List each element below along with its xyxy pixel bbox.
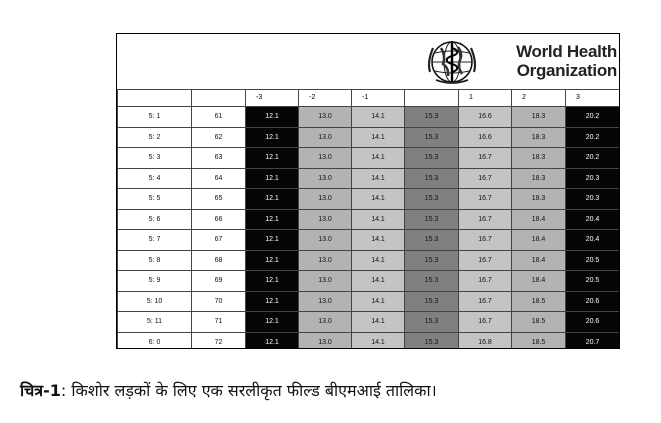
column-header: 2 [512,90,566,107]
bmi-value-cell: 16.7 [459,148,512,169]
age-cell: 5: 11 [118,312,192,333]
bmi-value-cell: 12.1 [246,168,299,189]
bmi-value-cell: 13.0 [299,189,352,210]
bmi-value-cell: 20.2 [566,148,620,169]
bmi-value-cell: 20.5 [566,271,620,292]
bmi-value-cell: 18.3 [512,168,566,189]
table-row [118,312,620,333]
bmi-value-cell: 12.1 [246,127,299,148]
bmi-value-cell: 15.3 [405,250,459,271]
bmi-value-cell: 12.1 [246,230,299,251]
months-cell: 61 [192,107,246,128]
table-row [118,230,620,251]
age-cell: 5: 1 [118,107,192,128]
age-cell: 5: 7 [118,230,192,251]
bmi-value-cell: 14.1 [352,168,405,189]
bmi-value-cell: 16.7 [459,230,512,251]
bmi-value-cell: 16.7 [459,250,512,271]
column-header: -2 [299,90,352,107]
bmi-value-cell: 14.1 [352,291,405,312]
bmi-value-cell: 14.1 [352,189,405,210]
bmi-value-cell: 13.0 [299,271,352,292]
bmi-value-cell: 14.1 [352,127,405,148]
bmi-table [117,89,620,349]
who-emblem-icon [427,38,477,86]
bmi-value-cell: 16.6 [459,127,512,148]
bmi-value-cell: 14.1 [352,250,405,271]
table-row [118,332,620,349]
bmi-value-cell: 13.0 [299,127,352,148]
bmi-value-cell: 18.3 [512,127,566,148]
bmi-table-body [118,107,620,350]
bmi-value-cell: 13.0 [299,312,352,333]
bmi-value-cell: 15.3 [405,271,459,292]
bmi-value-cell: 18.5 [512,332,566,349]
bmi-value-cell: 12.1 [246,271,299,292]
age-cell: 6: 0 [118,332,192,349]
bmi-value-cell: 12.1 [246,312,299,333]
who-wordmark-line2: Organization [516,61,617,80]
months-cell: 68 [192,250,246,271]
bmi-value-cell: 15.3 [405,230,459,251]
bmi-value-cell: 16.6 [459,107,512,128]
bmi-value-cell: 18.4 [512,250,566,271]
bmi-value-cell: 13.0 [299,168,352,189]
bmi-value-cell: 15.3 [405,209,459,230]
bmi-value-cell: 15.3 [405,291,459,312]
months-cell: 70 [192,291,246,312]
table-row [118,271,620,292]
months-cell: 71 [192,312,246,333]
bmi-value-cell: 12.1 [246,291,299,312]
months-cell: 66 [192,209,246,230]
months-cell: 62 [192,127,246,148]
table-row [118,250,620,271]
bmi-value-cell: 14.1 [352,148,405,169]
column-header: -1 [352,90,405,107]
caption-label: चित्र-1 [20,381,61,400]
bmi-value-cell: 20.2 [566,127,620,148]
bmi-value-cell: 16.7 [459,312,512,333]
months-cell: 69 [192,271,246,292]
bmi-value-cell: 15.3 [405,332,459,349]
bmi-value-cell: 18.4 [512,271,566,292]
months-cell: 63 [192,148,246,169]
bmi-value-cell: 13.0 [299,209,352,230]
bmi-value-cell: 18.5 [512,312,566,333]
bmi-value-cell: 12.1 [246,148,299,169]
caption-text: : किशोर लड़कों के लिए एक सरलीकृत फील्ड बीएमआई तालिका। [60,381,437,400]
bmi-value-cell: 16.8 [459,332,512,349]
bmi-value-cell: 13.0 [299,148,352,169]
bmi-table-figure [116,33,620,349]
column-header: -3 [246,90,299,107]
bmi-value-cell: 15.3 [405,127,459,148]
bmi-value-cell: 16.7 [459,189,512,210]
age-cell: 5: 9 [118,271,192,292]
bmi-value-cell: 13.0 [299,291,352,312]
bmi-value-cell: 15.3 [405,312,459,333]
table-row [118,107,620,128]
bmi-value-cell: 14.1 [352,332,405,349]
age-cell: 5: 5 [118,189,192,210]
bmi-value-cell: 13.0 [299,332,352,349]
bmi-value-cell: 13.0 [299,107,352,128]
bmi-value-cell: 20.4 [566,230,620,251]
bmi-value-cell: 14.1 [352,209,405,230]
who-wordmark [481,42,617,80]
bmi-value-cell: 16.7 [459,271,512,292]
bmi-value-cell: 16.7 [459,291,512,312]
months-cell: 64 [192,168,246,189]
bmi-value-cell: 12.1 [246,209,299,230]
who-logo [427,38,617,86]
bmi-value-cell: 18.4 [512,209,566,230]
table-row [118,209,620,230]
bmi-value-cell: 18.3 [512,189,566,210]
table-row [118,189,620,210]
column-header: 3 [566,90,620,107]
table-row [118,291,620,312]
months-cell: 72 [192,332,246,349]
age-cell: 5: 4 [118,168,192,189]
bmi-value-cell: 16.7 [459,168,512,189]
bmi-value-cell: 14.1 [352,107,405,128]
figure-caption [20,379,650,401]
bmi-value-cell: 20.4 [566,209,620,230]
age-cell: 5: 10 [118,291,192,312]
bmi-value-cell: 12.1 [246,250,299,271]
bmi-value-cell: 16.7 [459,209,512,230]
bmi-value-cell: 20.6 [566,312,620,333]
months-cell: 65 [192,189,246,210]
table-row [118,127,620,148]
months-cell: 67 [192,230,246,251]
age-cell: 5: 3 [118,148,192,169]
age-cell: 5: 6 [118,209,192,230]
table-header-band [117,34,619,90]
bmi-value-cell: 20.6 [566,291,620,312]
bmi-value-cell: 14.1 [352,312,405,333]
bmi-value-cell: 14.1 [352,271,405,292]
column-header [192,90,246,107]
bmi-value-cell: 20.5 [566,250,620,271]
bmi-value-cell: 15.3 [405,148,459,169]
column-header [118,90,192,107]
age-cell: 5: 2 [118,127,192,148]
table-row [118,148,620,169]
column-header: 1 [459,90,512,107]
bmi-value-cell: 13.0 [299,250,352,271]
bmi-value-cell: 12.1 [246,332,299,349]
bmi-value-cell: 20.7 [566,332,620,349]
bmi-value-cell: 20.3 [566,168,620,189]
column-header [405,90,459,107]
bmi-value-cell: 15.3 [405,107,459,128]
bmi-value-cell: 18.5 [512,291,566,312]
bmi-value-cell: 18.3 [512,107,566,128]
bmi-value-cell: 12.1 [246,107,299,128]
bmi-value-cell: 15.3 [405,168,459,189]
table-row [118,168,620,189]
bmi-value-cell: 15.3 [405,189,459,210]
bmi-value-cell: 12.1 [246,189,299,210]
bmi-value-cell: 18.4 [512,230,566,251]
bmi-value-cell: 14.1 [352,230,405,251]
bmi-value-cell: 20.2 [566,107,620,128]
bmi-value-cell: 20.3 [566,189,620,210]
bmi-value-cell: 18.3 [512,148,566,169]
bmi-value-cell: 13.0 [299,230,352,251]
who-wordmark-line1: World Health [516,42,617,61]
age-cell: 5: 8 [118,250,192,271]
zscore-header-row [118,90,620,107]
